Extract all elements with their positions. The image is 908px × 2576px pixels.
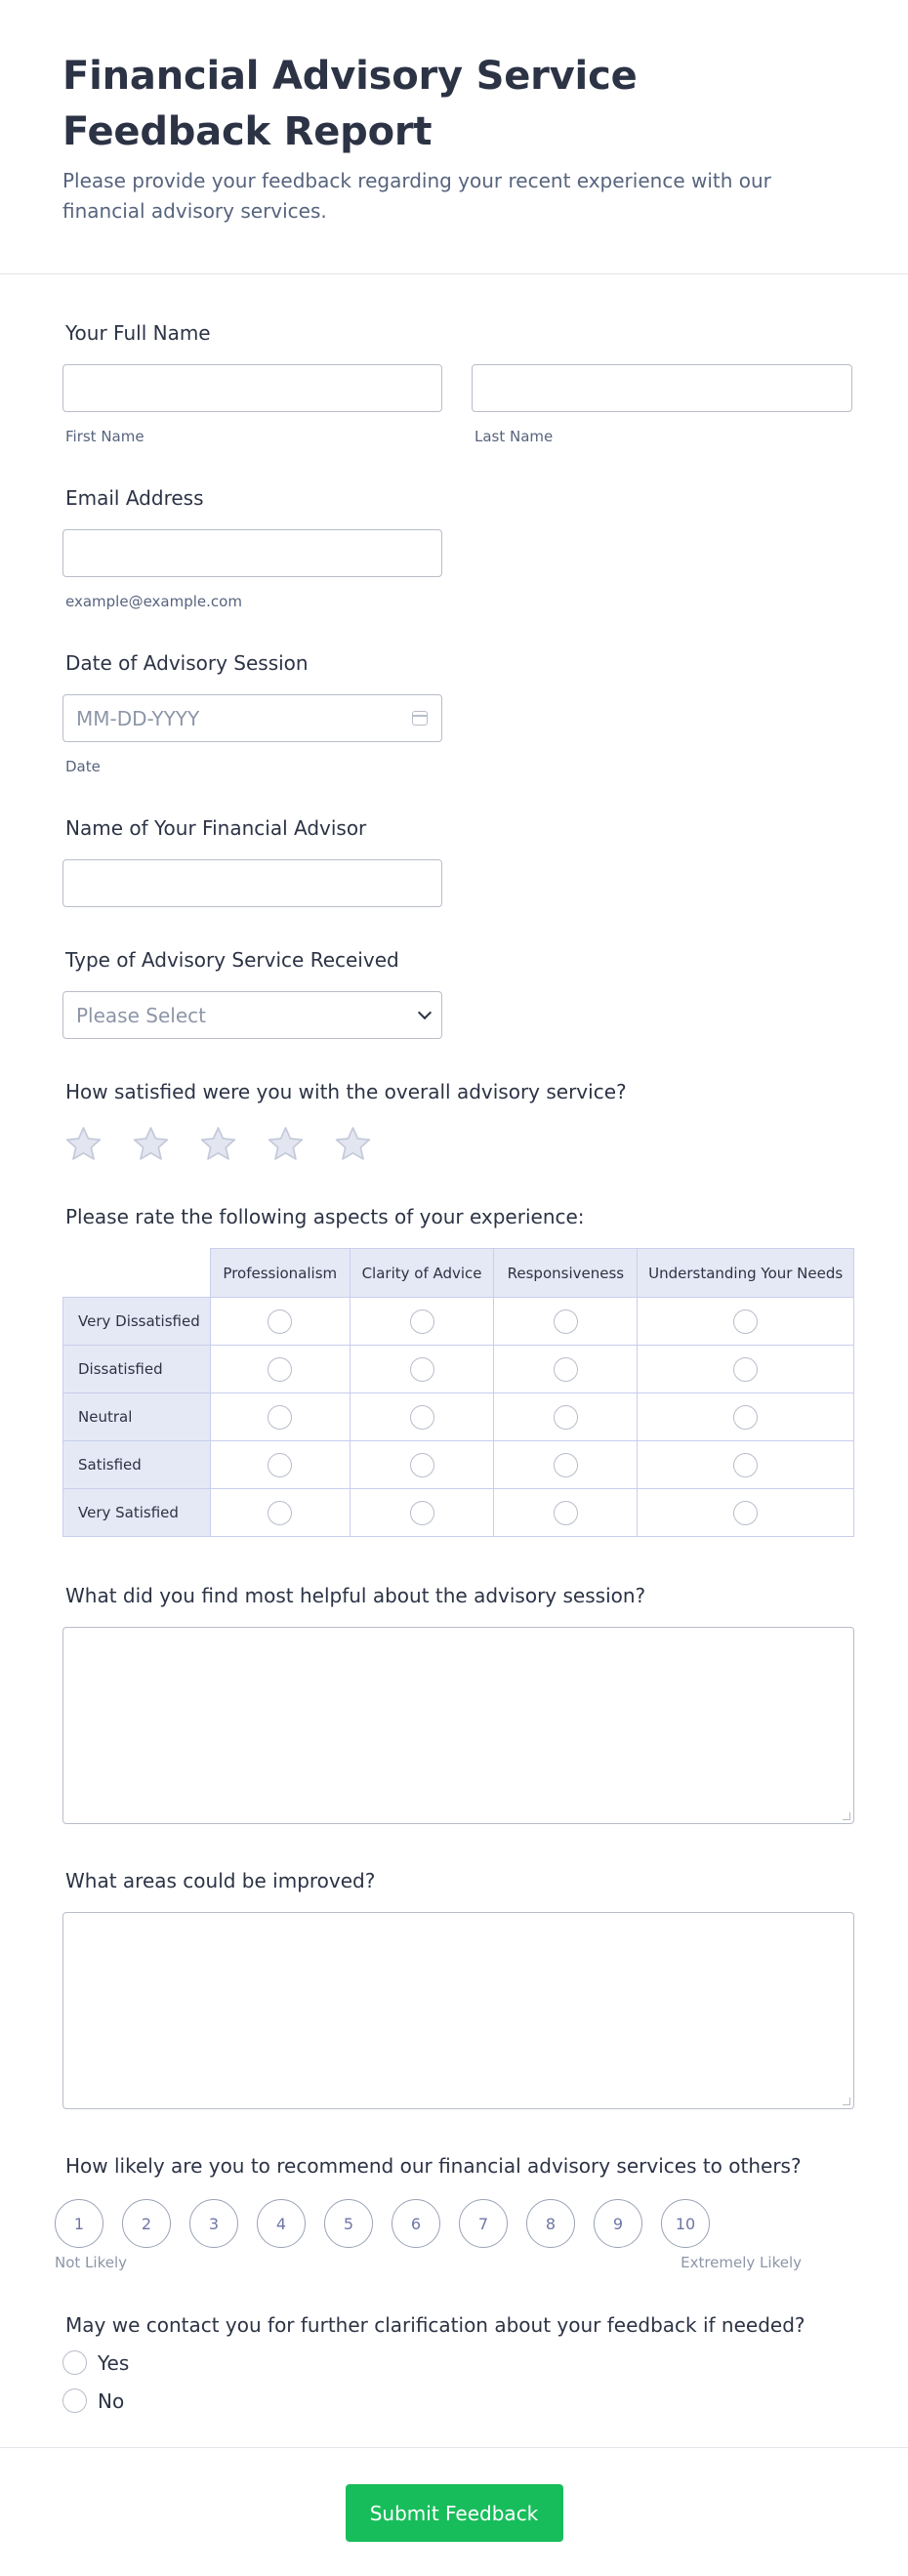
improve-label: What areas could be improved? xyxy=(65,1869,376,1892)
contact-option-no[interactable] xyxy=(62,2389,846,2413)
matrix-radio[interactable] xyxy=(733,1357,758,1382)
full-name-label: Your Full Name xyxy=(65,321,211,345)
matrix-cell xyxy=(350,1441,494,1489)
helpful-label: What did you find most helpful about the advisory session? xyxy=(65,1584,646,1607)
contact-question xyxy=(62,2313,846,2413)
matrix-radio[interactable] xyxy=(410,1453,434,1477)
scale-option[interactable]: 9 xyxy=(594,2199,642,2248)
radio-button[interactable] xyxy=(62,2389,87,2413)
matrix-cell xyxy=(210,1298,350,1346)
email-question xyxy=(62,486,846,610)
matrix-radio[interactable] xyxy=(733,1501,758,1525)
matrix-radio[interactable] xyxy=(554,1501,578,1525)
matrix-row-label: Very Satisfied xyxy=(63,1489,211,1537)
matrix-radio[interactable] xyxy=(410,1357,434,1382)
matrix-cell xyxy=(210,1441,350,1489)
matrix-cell xyxy=(638,1489,854,1537)
matrix-cell xyxy=(638,1393,854,1441)
contact-option-label: No xyxy=(98,2389,125,2413)
matrix-radio[interactable] xyxy=(733,1453,758,1477)
matrix-radio[interactable] xyxy=(268,1501,292,1525)
matrix-radio[interactable] xyxy=(554,1405,578,1430)
matrix-question xyxy=(62,1205,846,1537)
matrix-radio[interactable] xyxy=(268,1357,292,1382)
matrix-cell xyxy=(350,1346,494,1393)
first-name-sublabel: First Name xyxy=(65,428,144,445)
last-name-input[interactable] xyxy=(472,364,852,412)
matrix-column-header: Understanding Your Needs xyxy=(638,1249,854,1298)
advisor-label: Name of Your Financial Advisor xyxy=(65,816,367,840)
matrix-radio[interactable] xyxy=(268,1309,292,1334)
matrix-cell xyxy=(210,1393,350,1441)
recommend-scale xyxy=(55,2199,846,2248)
matrix-cell xyxy=(350,1298,494,1346)
form-title: Financial Advisory Service Feedback Report xyxy=(62,54,638,154)
chevron-down-icon xyxy=(418,1006,432,1019)
improve-question xyxy=(62,1869,846,2109)
star-rating xyxy=(62,1125,846,1164)
name-row xyxy=(62,364,846,445)
matrix-radio[interactable] xyxy=(733,1309,758,1334)
session-date-input[interactable] xyxy=(62,694,442,742)
contact-label: May we contact you for further clarification about your feedback if needed? xyxy=(65,2313,805,2337)
matrix-cell xyxy=(494,1441,638,1489)
matrix-cell xyxy=(210,1346,350,1393)
matrix-cell xyxy=(350,1393,494,1441)
star-icon[interactable] xyxy=(333,1125,373,1164)
matrix-row-label: Neutral xyxy=(63,1393,211,1441)
matrix-radio[interactable] xyxy=(554,1309,578,1334)
scale-option[interactable]: 6 xyxy=(392,2199,440,2248)
scale-option[interactable]: 10 xyxy=(661,2199,710,2248)
first-name-col xyxy=(62,364,442,445)
matrix-column-header: Professionalism xyxy=(210,1249,350,1298)
rating-matrix xyxy=(62,1248,854,1537)
session-date-sublabel: Date xyxy=(65,758,101,775)
session-date-placeholder: MM-DD-YYYY xyxy=(76,706,200,730)
matrix-row xyxy=(63,1441,854,1489)
matrix-cell xyxy=(638,1346,854,1393)
scale-option[interactable]: 3 xyxy=(189,2199,238,2248)
last-name-sublabel: Last Name xyxy=(475,428,554,445)
matrix-radio[interactable] xyxy=(268,1405,292,1430)
contact-option-label: Yes xyxy=(98,2350,130,2375)
helpful-question xyxy=(62,1584,846,1824)
matrix-header-row xyxy=(63,1249,854,1298)
scale-option[interactable]: 8 xyxy=(526,2199,575,2248)
contact-option-yes[interactable] xyxy=(62,2350,846,2375)
matrix-radio[interactable] xyxy=(733,1405,758,1430)
service-type-selected: Please Select xyxy=(76,1003,206,1027)
scale-option[interactable]: 1 xyxy=(55,2199,103,2248)
form-subtitle: Please provide your feedback regarding your recent experience with our financial advisory services. xyxy=(62,169,771,223)
matrix-row xyxy=(63,1489,854,1537)
matrix-label: Please rate the following aspects of your experience: xyxy=(65,1205,585,1228)
scale-high-label: Extremely Likely xyxy=(681,2254,802,2271)
star-icon[interactable] xyxy=(198,1125,238,1164)
matrix-cell xyxy=(210,1489,350,1537)
overall-rating-label: How satisfied were you with the overall advisory service? xyxy=(65,1080,627,1103)
matrix-cell xyxy=(494,1393,638,1441)
scale-option[interactable]: 4 xyxy=(257,2199,306,2248)
matrix-radio[interactable] xyxy=(554,1453,578,1477)
matrix-cell xyxy=(638,1298,854,1346)
overall-rating-question xyxy=(62,1080,846,1164)
email-input[interactable] xyxy=(62,529,442,577)
service-type-label: Type of Advisory Service Received xyxy=(65,948,399,972)
matrix-body xyxy=(63,1298,854,1537)
matrix-radio[interactable] xyxy=(410,1501,434,1525)
scale-labels xyxy=(55,2254,802,2271)
scale-option[interactable]: 7 xyxy=(459,2199,508,2248)
scale-option[interactable]: 2 xyxy=(122,2199,171,2248)
full-name-question xyxy=(62,321,846,445)
matrix-cell xyxy=(494,1346,638,1393)
matrix-row xyxy=(63,1346,854,1393)
email-sublabel: example@example.com xyxy=(65,593,242,610)
last-name-col xyxy=(472,364,852,445)
matrix-corner xyxy=(63,1249,211,1298)
advisor-question xyxy=(62,816,846,907)
matrix-radio[interactable] xyxy=(410,1309,434,1334)
scale-option[interactable]: 5 xyxy=(324,2199,373,2248)
session-date-question xyxy=(62,651,846,775)
recommend-question xyxy=(55,2154,846,2271)
form-header xyxy=(0,0,908,274)
radio-button[interactable] xyxy=(62,2350,87,2375)
first-name-input[interactable] xyxy=(62,364,442,412)
matrix-column-header: Responsiveness xyxy=(494,1249,638,1298)
improve-textarea[interactable] xyxy=(62,1912,854,2109)
matrix-row-label: Very Dissatisfied xyxy=(63,1298,211,1346)
scale-low-label: Not Likely xyxy=(55,2254,127,2271)
advisor-name-input[interactable] xyxy=(62,859,442,907)
submit-button[interactable]: Submit Feedback xyxy=(346,2484,563,2542)
matrix-row xyxy=(63,1298,854,1346)
calendar-icon[interactable] xyxy=(412,711,428,726)
matrix-radio[interactable] xyxy=(554,1357,578,1382)
star-icon[interactable] xyxy=(266,1125,306,1164)
matrix-row-label: Satisfied xyxy=(63,1441,211,1489)
form-footer xyxy=(0,2447,908,2542)
session-date-label: Date of Advisory Session xyxy=(65,651,309,675)
helpful-textarea[interactable] xyxy=(62,1627,854,1824)
recommend-label: How likely are you to recommend our financial advisory services to others? xyxy=(65,2154,802,2178)
matrix-cell xyxy=(638,1441,854,1489)
matrix-cell xyxy=(494,1489,638,1537)
star-icon[interactable] xyxy=(63,1125,103,1164)
matrix-row xyxy=(63,1393,854,1441)
contact-options xyxy=(62,2350,846,2413)
service-type-question xyxy=(62,948,846,1039)
star-icon[interactable] xyxy=(131,1125,171,1164)
matrix-cell xyxy=(350,1489,494,1537)
form-body xyxy=(0,321,908,2413)
matrix-radio[interactable] xyxy=(268,1453,292,1477)
service-type-select[interactable] xyxy=(62,991,442,1039)
matrix-radio[interactable] xyxy=(410,1405,434,1430)
email-label: Email Address xyxy=(65,486,204,510)
matrix-row-label: Dissatisfied xyxy=(63,1346,211,1393)
matrix-column-header: Clarity of Advice xyxy=(350,1249,494,1298)
matrix-cell xyxy=(494,1298,638,1346)
